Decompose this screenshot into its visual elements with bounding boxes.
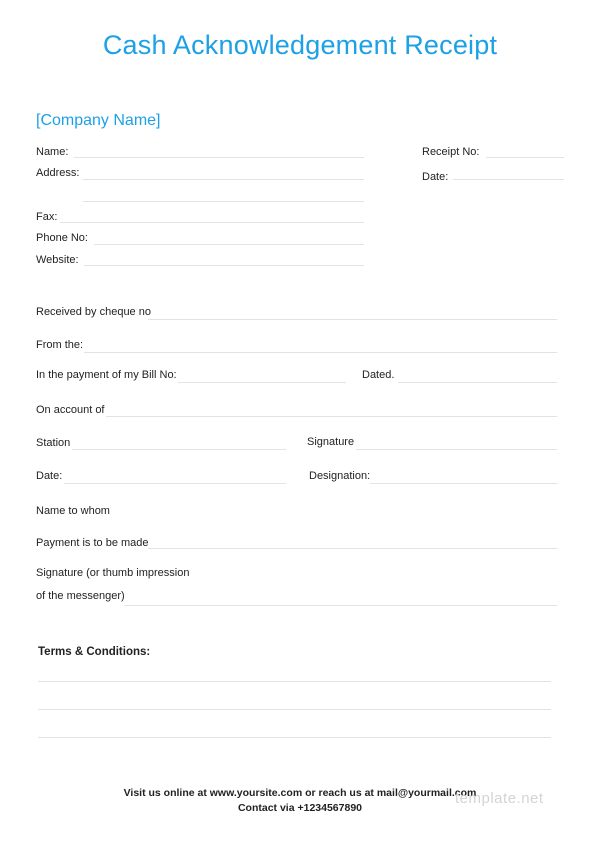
watermark-logo: template.net: [455, 790, 544, 807]
cheque-field[interactable]: [148, 319, 557, 320]
designation-label: Designation:: [309, 470, 371, 482]
company-name: [Company Name]: [36, 112, 161, 129]
page-title: Cash Acknowledgement Receipt: [102, 30, 498, 60]
station-label: Station: [36, 437, 71, 449]
terms-label: Terms & Conditions:: [38, 646, 151, 658]
footer-contact-web: Visit us online at www.yoursite.com or reach us at mail@yourmail.com: [123, 787, 477, 799]
messenger-field[interactable]: [124, 605, 557, 606]
designation-field[interactable]: [370, 483, 557, 484]
date2-label: Date:: [36, 470, 63, 482]
date-field[interactable]: [453, 179, 564, 180]
phone-label: Phone No:: [36, 232, 88, 244]
phone-field[interactable]: [94, 244, 364, 245]
receipt-no-label: Receipt No:: [422, 146, 480, 158]
receipt-no-field[interactable]: [486, 157, 564, 158]
footer-contact-phone: Contact via +1234567890: [237, 802, 363, 814]
fax-label: Fax:: [36, 211, 58, 223]
account-label: On account of: [36, 404, 105, 416]
name-field[interactable]: [74, 157, 364, 158]
payment-made-field[interactable]: [148, 548, 557, 549]
website-label: Website:: [36, 254, 79, 266]
date-label: Date:: [422, 171, 449, 183]
fax-field[interactable]: [60, 222, 364, 223]
address-field-line2[interactable]: [83, 201, 364, 202]
date2-field[interactable]: [64, 483, 286, 484]
address-label: Address:: [36, 167, 80, 179]
terms-line-1[interactable]: [38, 681, 551, 682]
bill-field[interactable]: [178, 382, 346, 383]
messenger-label: of the messenger): [36, 590, 125, 602]
bill-label: In the payment of my Bill No:: [36, 369, 177, 381]
cheque-label: Received by cheque no: [36, 306, 151, 318]
name-to-whom-label: Name to whom: [36, 505, 110, 517]
signature-field[interactable]: [356, 449, 557, 450]
dated-label: Dated.: [362, 369, 395, 381]
from-field[interactable]: [84, 352, 557, 353]
website-field[interactable]: [84, 265, 364, 266]
station-field[interactable]: [72, 449, 286, 450]
account-field[interactable]: [106, 416, 557, 417]
address-field[interactable]: [83, 179, 364, 180]
sig-thumb-label: Signature (or thumb impression: [36, 567, 190, 579]
dated-field[interactable]: [398, 382, 557, 383]
terms-line-2[interactable]: [38, 709, 551, 710]
terms-line-3[interactable]: [38, 737, 551, 738]
name-label: Name:: [36, 146, 69, 158]
from-label: From the:: [36, 339, 84, 351]
payment-made-label: Payment is to be made: [36, 537, 149, 549]
signature-label: Signature: [307, 436, 355, 448]
